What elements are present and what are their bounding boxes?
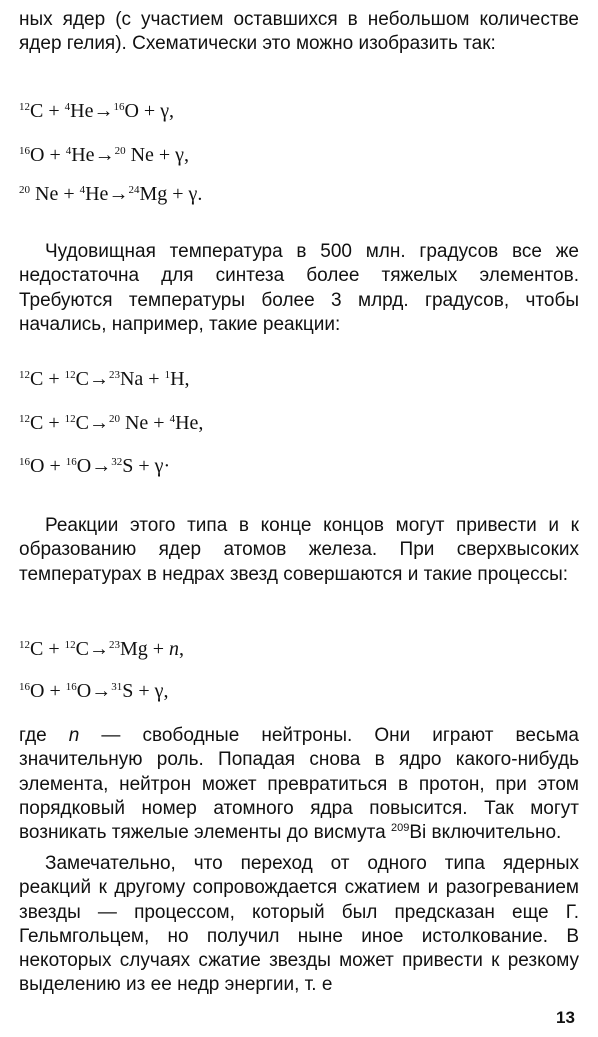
equation-c12-c12-ne: $^{12}$C + $^{12}$C→$^{20}$ Ne + $^4$He, [19,412,204,434]
equation-o16-o16-s32: $^{16}$O + $^{16}$O→$^{32}$S + γ· [19,455,171,477]
equation-o16-o16-s31: $^{16}$O + $^{16}$O→$^{31}$S + γ, [19,680,169,702]
page-number: 13 [556,1008,575,1027]
paragraph-temperature: Чудовищная температура в 500 млн. градусов все же недостаточна для синтеза более тяжелых элементов. Требуются температуры более 3 млрд. градусов, чтобы начались, например, такие реакции: [19,241,579,335]
equation-o16-he4: $^{16}$O + $^4$He→$^{20}$ Ne + γ, [19,144,190,166]
paragraph-iron-formation: Реакции этого типа в конце концов могут привести и к образованию ядер атомов железа. При сверхвысоких температурах в недрах звезд совершаются и такие процессы: [19,515,579,585]
paragraph-neutrons: где n — свободные нейтроны. Они играют весьма значительную роль. Попадая снова в ядро какого-нибудь элемента, нейтрон может превратиться в протон, при этом порядковый номер атомного ядра повысится. Так могут возникать тяжелые элементы до висмута $^{209}$Bi включительно. [19,725,579,844]
equation-c12-c12-na: $^{12}$C + $^{12}$C→$^{23}$Na + $^1$H, [19,368,190,390]
equation-c12-he4: $^{12}$C + $^4$He→$^{16}$O + γ, [19,100,175,122]
paragraph-helium-capture: ных ядер (с участием оставшихся в небольшом количестве ядер гелия). Схематически это можно изобразить так: [19,9,579,55]
equation-ne20-he4: $^{20}$ Ne + $^4$He→$^{24}$Mg + γ. [19,183,203,205]
paragraph-compression: Замечательно, что переход от одного типа ядерных реакций к другому сопровождается сжатием и разогреванием звезды — процессом, который был предсказан еще Г. Гельмгольцем, но получил ныне иное истолкование. В некоторых случаях сжатие звезды может привести к резкому выделению из ее недр энергии, т. е [19,853,579,996]
equation-c12-c12-mg: $^{12}$C + $^{12}$C→$^{23}$Mg + n, [19,638,185,660]
